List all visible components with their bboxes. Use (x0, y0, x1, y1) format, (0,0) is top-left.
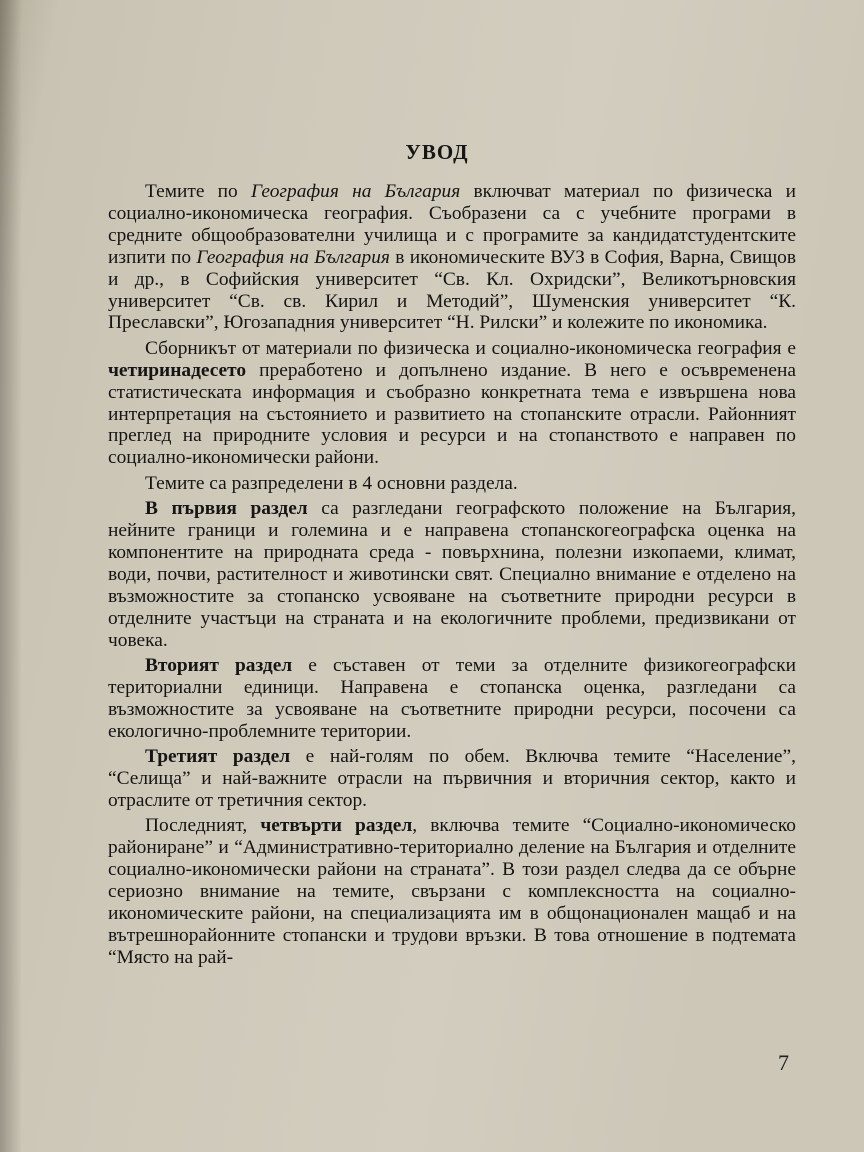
italic-text: География на България (250, 181, 461, 202)
text-segment: Сборникът от материали по физическа и социално-икономическа география е (145, 337, 796, 359)
text-segment: , включва темите “Социално-икономическо райониране” и “Административно-териториално деление на България и отделните социално-икономически райони на страната”. В този раздел следва да се обърне сериозно внимание на темите, свързани с комплексността на социално-икономическите райони, на специализацията им в общонационален мащаб и на вътрешнорайонните стопански и трудови връзки. В това отношение в подтемата “Място на рай- (108, 815, 796, 968)
page-number: 7 (778, 1050, 789, 1075)
text-segment: е съставен от теми за отделните физикогеографски териториални единици. Направена е стопанска оценка, разгледани са възможностите за усвояване на съответните природни ресурси, посочени са екологично-проблемните територии. (108, 655, 796, 742)
paragraph-intro (108, 181, 796, 334)
text-segment: Последният, (145, 815, 261, 837)
text-segment: Темите по (145, 181, 251, 202)
paragraph-third-section (108, 746, 796, 812)
text-segment: в икономическите ВУЗ в София, Варна, Свищов и др., в Софийския университет “Св. Кл. Охридски”, Великотърновския университет “Св. св. Кирил и Методий”, Шуменския университет “К. Преславски”, Югозападния университет “Н. Рилски” и колежите по икономика. (108, 246, 796, 334)
paragraph-edition (108, 338, 796, 469)
italic-text: География на България (196, 246, 390, 268)
text-segment: включват материал по физическа и социално-икономическа география. Съобразени са с учебните програми в средните общообразователни училища и с програмите за кандидатстудентските изпити по (108, 181, 796, 268)
bold-text: четиринадесето (108, 359, 247, 381)
bold-text: Вторият раздел (145, 655, 293, 677)
paragraph-second-section (108, 655, 796, 743)
paragraph-fourth-section (108, 815, 796, 968)
page-title: УВОД (405, 140, 469, 164)
body-text (108, 181, 796, 972)
spine-shadow (0, 0, 22, 1152)
text-segment: са разгледани географското положение на България, нейните граници и големина и е направена стопанскогеографска оценка на компонентите на природната среда - повърхнина, полезни изкопаеми, климат, води, почви, растителност и животински свят. Специално внимание е отделено на възможностите за стопанско усвояване на съответните природни ресурси в отделните участъци на страната и на екологичните проблеми, предизвикани от човека. (108, 498, 796, 651)
text-segment: е най-голям по обем. Включва темите “Население”, “Селища” и най-важните отрасли на първичния и вторичния сектор, както и отраслите от третичния сектор. (108, 746, 796, 811)
bold-text: Третият раздел (145, 746, 291, 768)
paragraph-sections-count (108, 473, 796, 495)
bold-text: В първия раздел (145, 498, 308, 520)
text-segment: Темите са разпределени в 4 основни раздела. (145, 472, 518, 494)
text-segment: преработено и допълнено издание. В него е осъвременена статистическата информация и съобразно конкретната тема е извършена нова интерпретация на състоянието и развитието на стопанските отрасли. Районният преглед на природните условия и ресурси и на стопанството е направен по социално-икономически райони. (108, 359, 796, 469)
bold-text: четвърти раздел (260, 815, 413, 837)
paragraph-first-section (108, 498, 796, 651)
